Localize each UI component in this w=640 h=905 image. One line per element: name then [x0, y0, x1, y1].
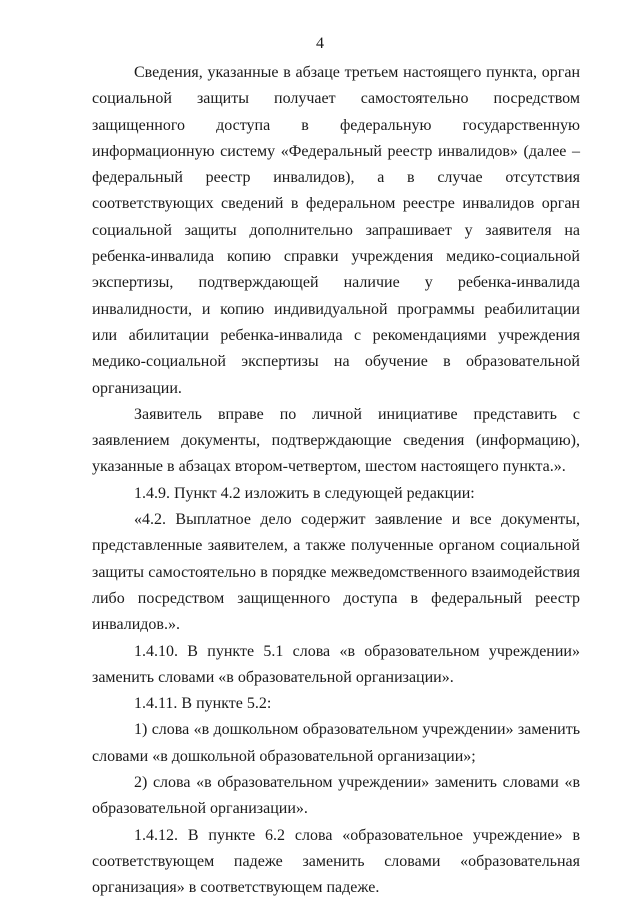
document-body	[92, 60, 580, 902]
paragraph-1-4-11: 1.4.11. В пункте 5.2:	[134, 695, 272, 713]
paragraph-1-4-10: 1.4.10. В пункте 5.1 слова «в образовательном учреждении» заменить словами «в образовательной организации».	[92, 642, 580, 686]
paragraph-1-4-9: 1.4.9. Пункт 4.2 изложить в следующей редакции:	[134, 484, 475, 502]
paragraph-item-4-2: «4.2. Выплатное дело содержит заявление и все документы, представленные заявителем, а также полученные органом социальной защиты самостоятельно в порядке межведомственного взаимодействия либо посредством защищенного доступа в федеральный реестр инвалидов.».	[92, 511, 580, 634]
paragraph-1-4-12: 1.4.12. В пункте 6.2 слова «образовательное учреждение» в соответствующем падеже заменить словами «образовательная организация» в соответствующем падеже.	[92, 826, 580, 897]
paragraph-applicant-right: Заявитель вправе по личной инициативе представить с заявлением документы, подтверждающие сведения (информацию), указанные в абзацах втором-четвертом, шестом настоящего пункта.».	[92, 405, 580, 476]
page-number: 4	[316, 35, 324, 52]
paragraph-1-4-11-sub-1: 1) слова «в дошкольном образовательном учреждении» заменить словами «в дошкольной образовательной организации»;	[92, 721, 580, 765]
paragraph-1-4-11-sub-2: 2) слова «в образовательном учреждении» заменить словами «в образовательной организации».	[92, 774, 580, 818]
paragraph-information-sources: Сведения, указанные в абзаце третьем настоящего пункта, орган социальной защиты получает самостоятельно посредством защищенного доступа в федеральную государственную информационную систему «Федеральный реестр инвалидов» (далее – федеральный реестр инвалидов), а в случае отсутствия соответствующих сведений в федеральном реестре инвалидов орган социальной защиты дополнительно запрашивает у заявителя на ребенка-инвалида копию справки учреждения медико-социальной экспертизы, подтверждающей наличие у ребенка-инвалида инвалидности, и копию индивидуальной программы реабилитации или абилитации ребенка-инвалида с рекомендациями учреждения медико-социальной экспертизы на обучение в образовательной организации.	[92, 64, 580, 397]
